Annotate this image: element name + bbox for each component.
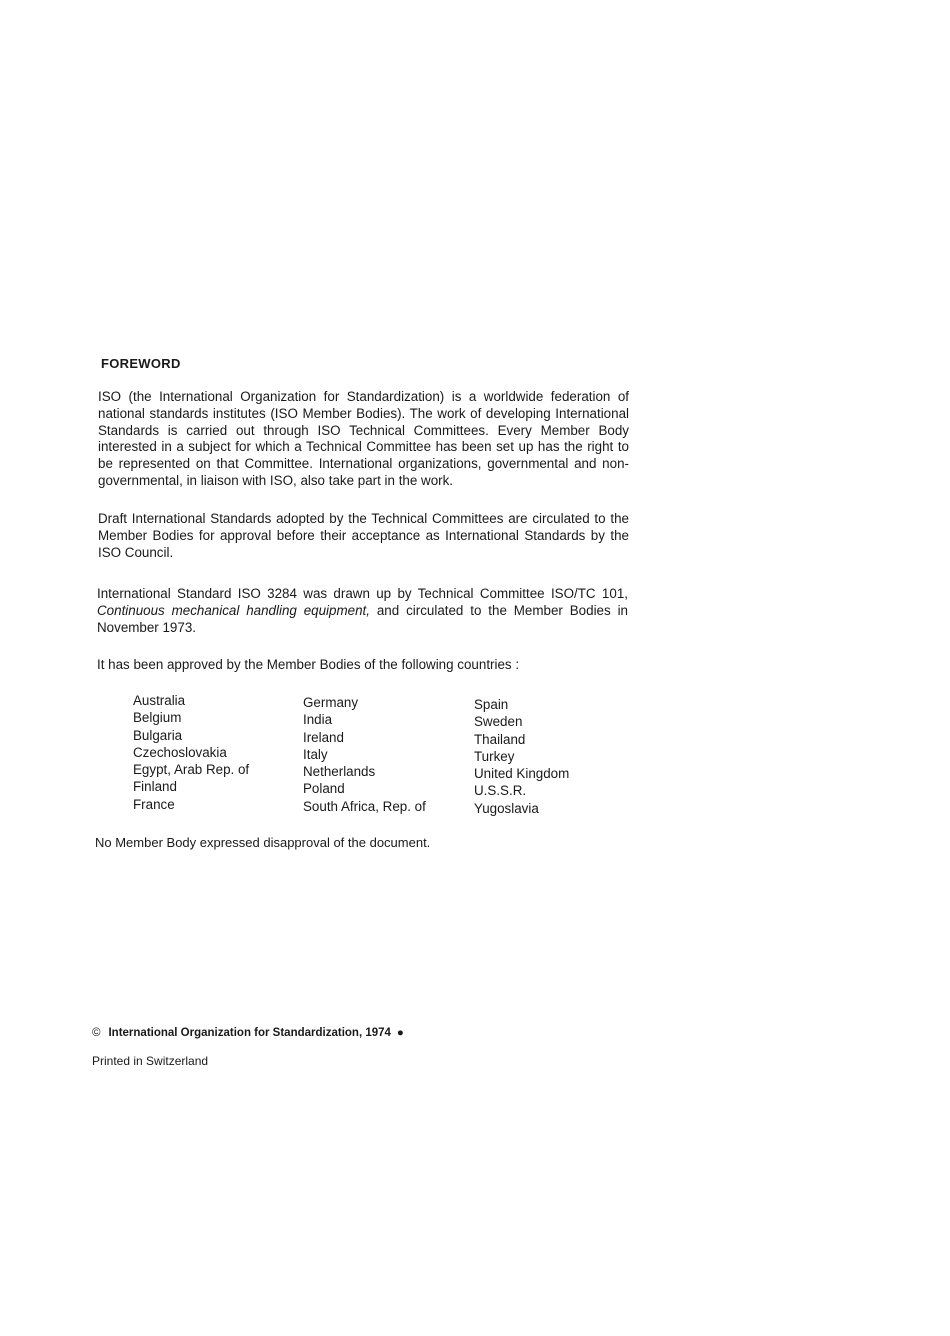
country-item: Sweden <box>474 714 523 730</box>
country-item: United Kingdom <box>474 766 570 782</box>
country-item: Turkey <box>474 748 515 764</box>
country-item: Ireland <box>303 729 344 745</box>
country-item: Italy <box>303 746 328 762</box>
country-item: Bulgaria <box>133 727 183 743</box>
copyright-line <box>92 1027 404 1039</box>
country-item: Spain <box>474 697 509 712</box>
paragraph-iso-intro: ISO (the International Organization for Standardization) is a worldwide federation of national standards institutes (ISO Member Bodies). The work of developing International Standards is carried out through ISO Technical Committees. Every Member Body interested in a subject for which a Technical Committee has been set up has the right to be represented on that Committee. International organizations, governmental and non-governmental, in liaison with ISO, also take part in the work. <box>98 389 629 488</box>
country-item: Poland <box>303 781 345 797</box>
printed-location: Printed in Switzerland <box>92 1054 209 1068</box>
committee-title: Continuous mechanical handling equipment, <box>97 602 370 618</box>
countries-column-2 <box>303 694 426 815</box>
country-item: Thailand <box>474 731 526 747</box>
paragraph-approval: It has been approved by the Member Bodies of the following countries : <box>97 657 520 672</box>
country-item: South Africa, Rep. of <box>303 798 426 814</box>
foreword-heading: FOREWORD <box>101 356 181 371</box>
disapproval-statement: No Member Body expressed disapproval of the document. <box>95 835 431 850</box>
country-item: U.S.S.R. <box>474 783 527 799</box>
country-item: Netherlands <box>303 764 376 780</box>
countries-column-1 <box>133 692 249 813</box>
country-item: Yugoslavia <box>474 800 539 816</box>
standard-origin-text: International Standard ISO 3284 was drawn up by Technical Committee ISO/TC 101, <box>97 586 628 601</box>
country-item: Finland <box>133 779 177 795</box>
bullet-icon: ● <box>396 1027 404 1039</box>
paragraph-standard-origin <box>97 586 628 636</box>
country-item: Czechoslovakia <box>133 744 227 760</box>
country-item: France <box>133 796 175 812</box>
copyright-icon: © <box>92 1027 101 1039</box>
countries-column-3 <box>474 696 569 817</box>
country-item: Egypt, Arab Rep. of <box>133 762 250 778</box>
country-item: Belgium <box>133 710 182 726</box>
country-item: Germany <box>303 695 359 710</box>
standard-origin-circulation: and circulated to the Member Bodies in November 1973. <box>97 602 628 635</box>
country-item: India <box>303 712 333 728</box>
copyright-text: International Organization for Standardization, 1974 <box>108 1027 391 1039</box>
paragraph-draft-standards: Draft International Standards adopted by the Technical Committees are circulated to the Member Bodies for approval before their acceptance as International Standards by the ISO Council. <box>98 511 629 560</box>
country-item: Australia <box>133 693 186 708</box>
